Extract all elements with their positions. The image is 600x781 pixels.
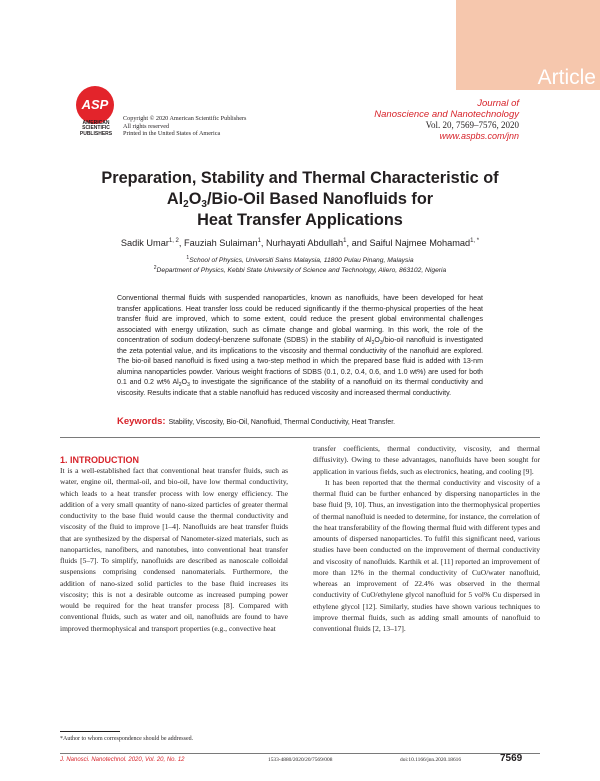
paper-title: Preparation, Stability and Thermal Characteristic of $Al_2O_3/Bio$-Oil Based Nanofluids for Heat Transfer Applications	[101, 169, 499, 229]
abstract: Conventional thermal fluids with suspended nanoparticles, known as nanofluids, have been developed for heat transfer applications. Heat transfer loss could be reduced significantly if the thermo-physical properties of the heat transfer fluid are improved, which to some extent, could reduce the present global environmental challenges associated with energy utilization, such as climate change and global warming. In this work, the role of the concentration of sodium dodecyl-benzene sulfonate (SDBS) in the stability of $Al_2O_3/bio$-oil nanofluid is investigated the zeta potential value, and its implications to the viscosity and thermal conductivity of the nanofluid are explored. The bio-oil based nanofluid is fixed using a two-step method in which the prepared base fluid is added with 13-nm alumina nanoparticles powder. Various weight fractions of SDBS (0.1, 0.2, 0.4, 0.6, and 1.0 wt%) are used for both 0.1 and 0.2 wt% $Al_2O_3$ to investigate the significance of the stability of a nanofluid on its thermal conductivity and viscosity. Results indicate that a stable nanofluid has reduced viscosity and increased thermal conductivity.	[117, 294, 483, 397]
affiliation: $^1$School of Physics, Universiti Sains Malaysia, 11800 Pulau Pinang, Malaysia	[186, 255, 414, 264]
author: and Saiful Najmee Mohamad	[351, 238, 471, 248]
paragraph: It is a well-established fact that conventional heat transfer fluids, such as water, engine oil, thermal-oil, and bio-oil, have low thermal conductivity, which leads to a heat transfer process with low energy efficiency. The addition of a very small quantity of nano-sized particles of greater thermal conductivity to the base fluid would cause the thermal conductivity and viscosity of the fluid to improve [1–4]. Nanofluids are heat transfer fluids that are synthesized by the dispersal of Nanometer-sized materials, such as nanoparticles, nanofibers, and nanotubes, into conventional heat transfer fluids [5–7]. To simplify, nanofluids are described as nanoscale colloidal suspensions comprising condensed nanomaterials. Furthermore, the addition of nano-sized solid particles to the base fluid increases its viscosity; this is not a desirable outcome as increased pumping power would be required for the heat transfer process [8]. Compared with conventional fluids, such as water and oil, nanofluids are found to have improved thermophysical and transport properties (e.g., convective heat	[60, 466, 288, 633]
author: Nurhayati Abdullah	[266, 238, 344, 248]
page-number: 7569	[500, 753, 523, 764]
footer-issn: 1533-4880/2020/20/7569/008	[268, 757, 333, 763]
footer-journal: J. Nanosci. Nanotechnol. 2020, Vol. 20, No. 12	[60, 757, 185, 763]
affiliation: $^2$Department of Physics, Kebbi State University of Science and Technology, Aliero, 863102, Nigeria	[153, 264, 447, 274]
right-column	[313, 443, 540, 634]
left-column	[60, 465, 288, 634]
divider	[60, 437, 540, 438]
copyright-notice: Copyright © 2020 American Scientific Publishers All rights reserved Printed in the United States of America	[123, 115, 247, 138]
keywords	[117, 416, 483, 427]
keywords-label: Keywords:	[117, 416, 166, 427]
paragraph: transfer coefficients, thermal conductivity, viscosity, and thermal diffusivity). Owing to these advantages, nanofluids have been sought for application in various fields, such as electronics, heating, and cooling [9].	[313, 444, 540, 476]
publisher-logo	[74, 86, 118, 138]
affiliations	[70, 256, 530, 275]
article-type-label: Article	[537, 66, 596, 89]
keywords-text: Stability, Viscosity, Bio-Oil, Nanofluid, Thermal Conductivity, Heat Transfer.	[168, 419, 396, 426]
paragraph: It has been reported that the thermal conductivity and viscosity of a thermal fluid can be further enhanced by dispersing nanoparticles in the base fluid [9, 10]. Thus, an investigation into the thermophysical properties of thermal nanofluid is needed to determine, for instance, the correlation of the heat transferability of the flowing thermal fluid with different types and amounts of dispersed nanoparticles. To fulfil this significant need, various studies have been conducted on the improvement of thermal conductivity and viscosity of nanofluids. Karthik et al. [11] reported an improvement of more than 12% in the thermal conductivity of CuO/water nanofluid, whereas an improvement of 22.4% was observed in the thermal conductivity of CuO/ethylene glycol nanofluid for 5 vol% Cu dispersed in ethylene glycol [12]. Similarly, studies have shown various techniques to improve thermal fluids, such as adding small amounts of nanofluid to conventional fluids [2, 13–17].	[313, 477, 540, 633]
author-list: Sadik Umar$^{1, 2}$, Fauziah Sulaiman$^1$, Nurhayati Abdullah$^1$, and Saiful Najmee Mohamad$^{1, *}$	[120, 238, 480, 248]
journal-url[interactable]: www.aspbs.com/jnn	[439, 131, 519, 141]
journal-info	[374, 98, 519, 142]
author: Fauziah Sulaiman	[184, 238, 258, 248]
journal-name-line1: Journal of	[477, 98, 519, 109]
section-heading: 1. INTRODUCTION	[60, 455, 140, 465]
asp-logo-icon: ASP	[76, 86, 114, 124]
journal-name-line2: Nanoscience and Nanotechnology	[374, 109, 519, 120]
footer-doi: doi:10.1166/jnn.2020.18616	[400, 757, 462, 763]
author: Sadik Umar	[120, 238, 169, 248]
footnote: *Author to whom correspondence should be addressed.	[60, 736, 194, 742]
footnote-divider	[60, 731, 120, 732]
publisher-logo-text: AMERICAN SCIENTIFIC PUBLISHERS	[79, 120, 113, 137]
footer-divider	[60, 753, 540, 754]
journal-volume: Vol. 20, 7569–7576, 2020	[425, 120, 519, 130]
